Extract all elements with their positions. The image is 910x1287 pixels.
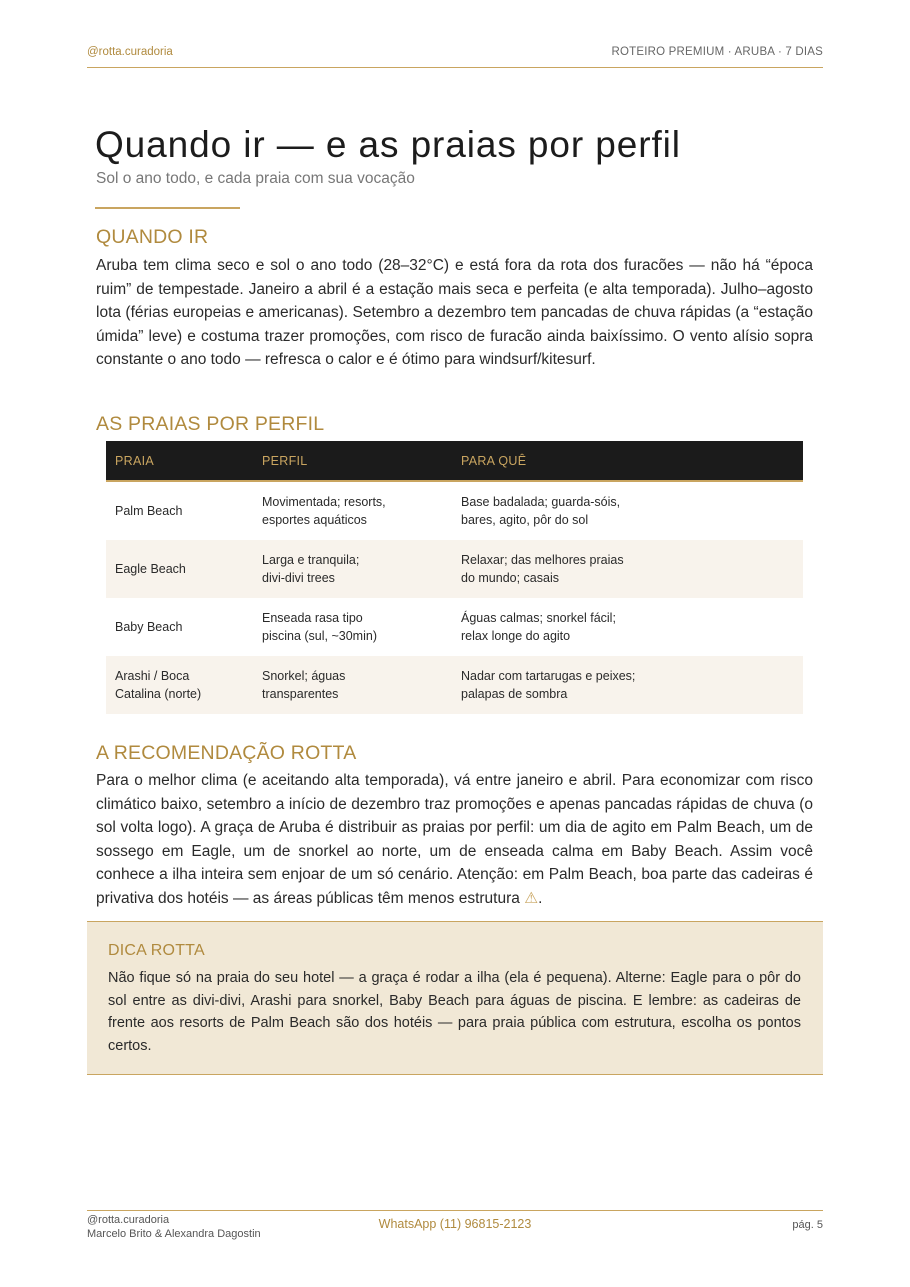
section-heading-recommendation: A RECOMENDAÇÃO ROTTA: [96, 742, 357, 764]
when-paragraph: Aruba tem clima seco e sol o ano todo (28–32°C) e está fora da rota dos furacões — não há “época ruim” de tempestade. Janeiro a abril é a estação mais seca e perfeita (e alta temporada). Julho–agosto lota (férias europeias e americanas). Setembro a dezembro tem pancadas de chuva rápidas (a “estação úmida” leve) e costuma trazer promoções, com risco de furacão ainda baixíssimo. O vento alísio sopra constante o ano todo — refresca o calor e é ótimo para windsurf/kitesurf.: [96, 257, 813, 368]
table-cell-beach: Eagle Beach: [106, 540, 253, 598]
table-row: [106, 540, 803, 598]
table-cell-purpose: Águas calmas; snorkel fácil; relax longe do agito: [461, 611, 616, 643]
beaches-table: [106, 441, 803, 714]
page-title: Quando ir — e as praias por perfil: [95, 124, 681, 165]
recommendation-text: Para o melhor clima (e aceitando alta temporada), vá entre janeiro e abril. Para economizar com risco climático baixo, setembro a início de dezembro traz promoções e apenas pancadas rápidas de chuva (o sol volta logo). A graça de Aruba é distribuir as praias por perfil: um dia de agito em Palm Beach, um de sossego em Eagle, um de snorkel ao norte, um de enseada calma em Baby Beach. Assim você conhece a ilha inteira sem enjoar de um só cenário. Atenção: em Palm Beach, boa parte das cadeiras é privativa dos hotéis — as áreas públicas têm menos estrutura: [96, 772, 813, 907]
title-divider: [95, 207, 240, 209]
column-header-praia: PRAIA: [106, 441, 253, 481]
tip-text: Não fique só na praia do seu hotel — a graça é rodar a ilha (ela é pequena). Alterne: Eagle para o pôr do sol entre as divi-divi, Arashi para snorkel, Baby Beach para águas de piscina. E lembre: as cadeiras de frente aos resorts de Palm Beach são dos hotéis — para praia pública com estrutura, escolha os pontos certos.: [108, 970, 801, 1054]
footer-whatsapp: WhatsApp (11) 96815-2123: [378, 1217, 532, 1231]
column-header-perfil: PERFIL: [253, 441, 452, 481]
table-cell-profile: Larga e tranquila; divi-divi trees: [253, 540, 452, 598]
recommendation-paragraph: [96, 769, 813, 910]
section-heading-when: QUANDO IR: [96, 226, 209, 248]
section-heading-beaches: AS PRAIAS POR PERFIL: [96, 413, 325, 435]
warning-icon: ⚠: [524, 889, 539, 907]
table-cell-profile: Snorkel; águas transparentes: [253, 656, 452, 714]
footer-handle: @rotta.curadoria: [87, 1214, 170, 1226]
running-header: [87, 46, 823, 68]
table-cell-beach: Arashi / Boca Catalina (norte): [106, 656, 253, 714]
table-row: [106, 656, 803, 714]
tip-heading: DICA ROTTA: [108, 942, 205, 959]
table-row: [106, 481, 803, 540]
header-handle: @rotta.curadoria: [87, 46, 173, 58]
header-doc-title: ROTEIRO PREMIUM · ARUBA · 7 DIAS: [611, 46, 823, 58]
page-footer: [87, 1210, 823, 1251]
page-number: pág. 5: [792, 1219, 823, 1231]
table-cell-purpose: Relaxar; das melhores praias do mundo; casais: [452, 540, 803, 598]
table-header-row: [106, 441, 803, 481]
column-header-para-que: PARA QUÊ: [452, 441, 803, 481]
table-cell-purpose: Base badalada; guarda-sóis, bares, agito, pôr do sol: [461, 495, 621, 527]
table-cell-profile: Movimentada; resorts, esportes aquáticos: [262, 495, 386, 527]
table-row: [106, 598, 803, 656]
recommendation-end: .: [538, 889, 543, 907]
table-cell-purpose: Nadar com tartarugas e peixes; palapas de sombra: [452, 656, 803, 714]
footer-authors: Marcelo Brito & Alexandra Dagostin: [87, 1228, 261, 1240]
tip-box: [87, 921, 823, 1075]
table-cell-beach: Baby Beach: [115, 620, 183, 634]
table-cell-profile: Enseada rasa tipo piscina (sul, ~30min): [262, 611, 377, 643]
table-cell-beach: Palm Beach: [115, 504, 183, 518]
page-subtitle: Sol o ano todo, e cada praia com sua vocação: [96, 170, 415, 187]
